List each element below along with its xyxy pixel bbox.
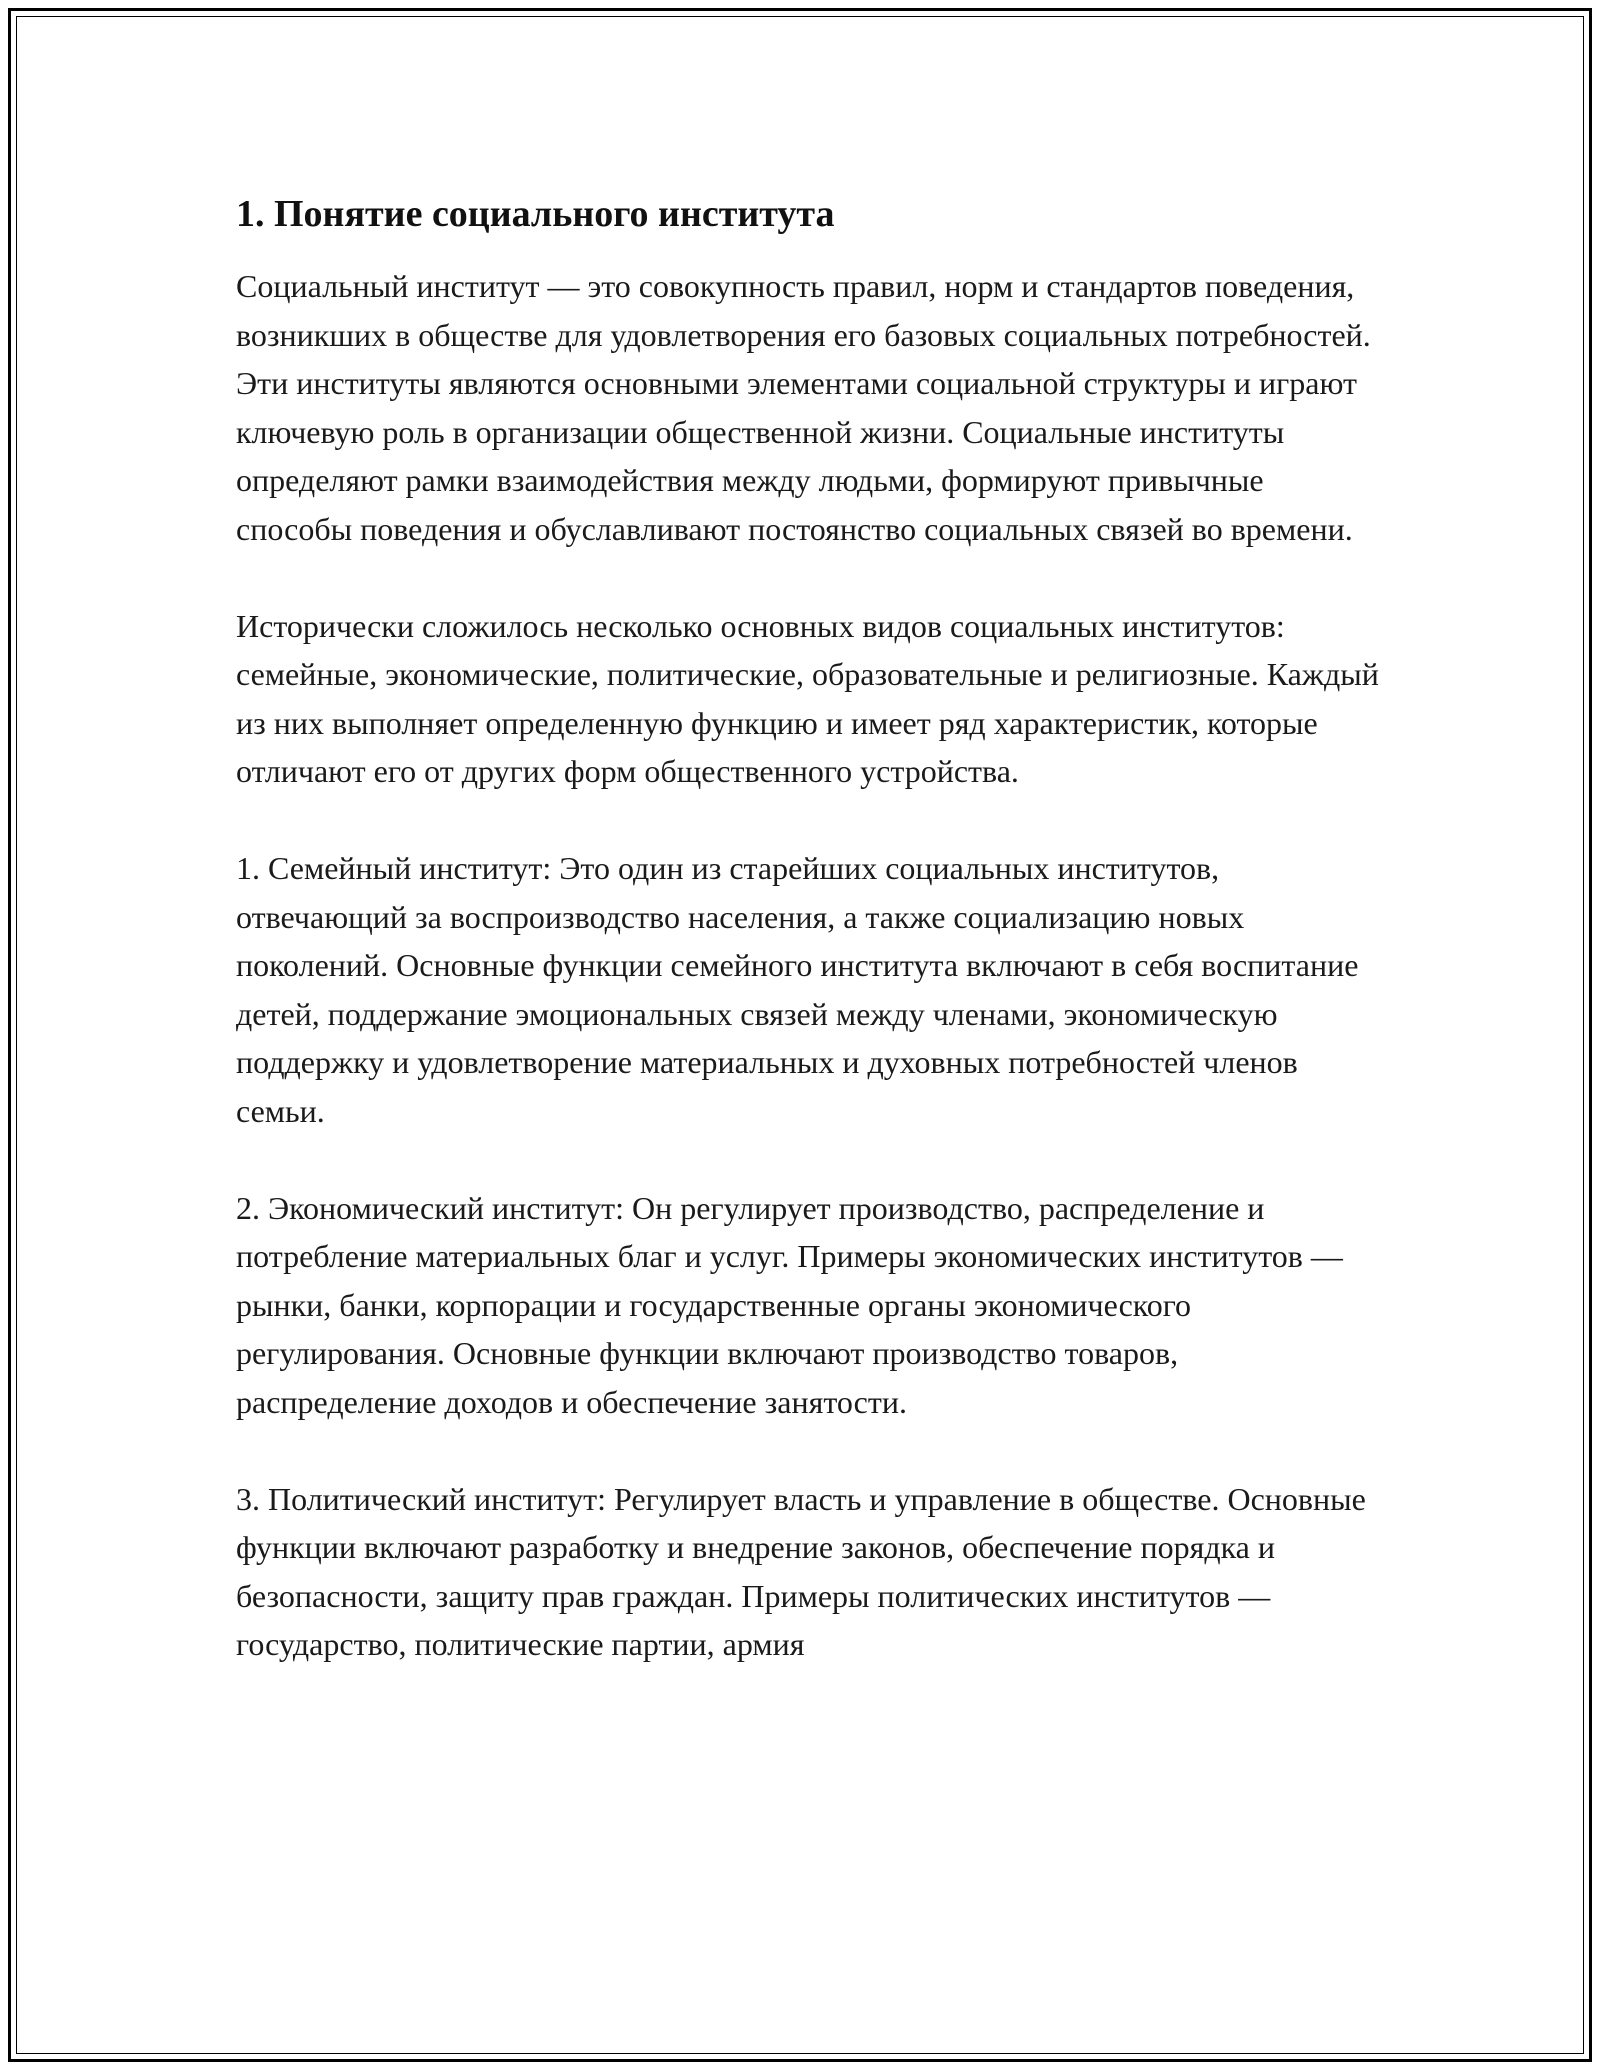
paragraph-types: Исторически сложилось несколько основных видов социальных институтов: семейные, экономические, политические, образовательные и религиозные. Каждый из них выполняет определенную функцию и имеет ряд характеристик, которые отличают его от других форм общественного устройства.: [236, 607, 1379, 789]
paragraph-economic-institution: 2. Экономический институт: Он регулирует производство, распределение и потребление материальных благ и услуг. Примеры экономических институтов — рынки, банки, корпорации и государственные органы экономического регулирования. Основные функции включают производство товаров, распределение доходов и обеспечение занятости.: [236, 1189, 1343, 1420]
section-heading: 1. Понятие социального института: [236, 193, 835, 235]
document-body: [236, 186, 1386, 1717]
paragraph-political-institution: 3. Политический институт: Регулирует власть и управление в обществе. Основные функции включают разработку и внедрение законов, обеспечение порядка и безопасности, защиту прав граждан. Примеры политических институтов — государство, политические партии, армия: [236, 1480, 1366, 1662]
paragraph-definition: Социальный институт — это совокупность правил, норм и стандартов поведения, возникших в обществе для удовлетворения его базовых социальных потребностей. Эти институты являются основными элементами социальной структуры и играют ключевую роль в организации общественной жизни. Социальные институты определяют рамки взаимодействия между людьми, формируют привычные способы поведения и обуславливают постоянство социальных связей во времени.: [236, 268, 1371, 547]
paragraph-family-institution: 1. Семейный институт: Это один из старейших социальных институтов, отвечающий за воспроизводство населения, а также социализацию новых поколений. Основные функции семейного института включают в себя воспитание детей, поддержание эмоциональных связей между членами, экономическую поддержку и удовлетворение материальных и духовных потребностей членов семьи.: [236, 850, 1359, 1129]
